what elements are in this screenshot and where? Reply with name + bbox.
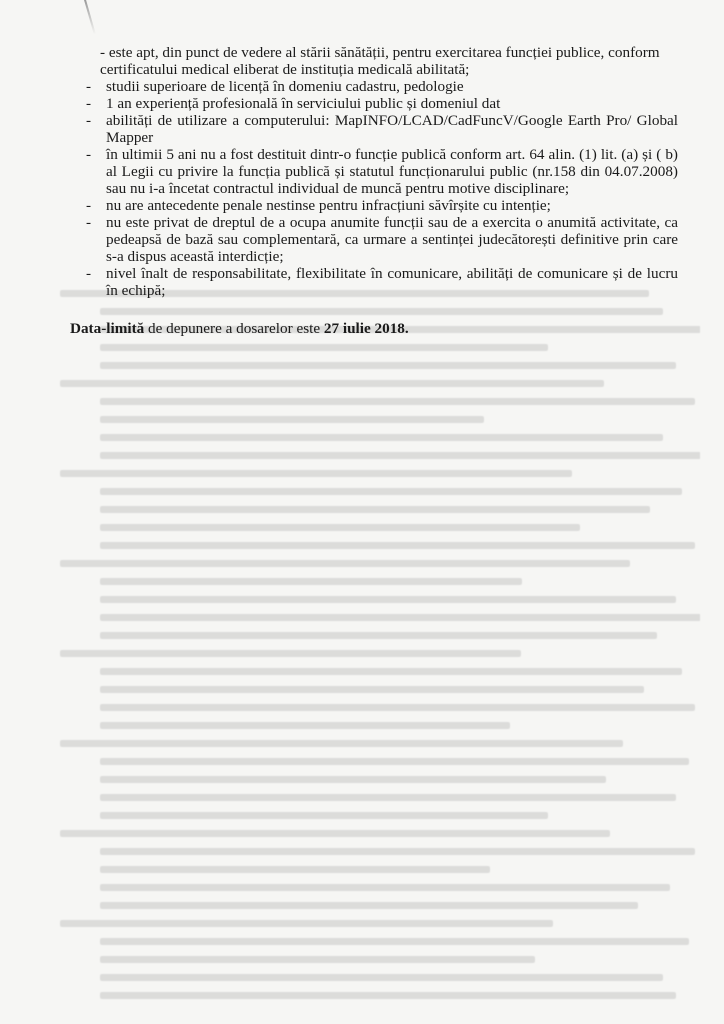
bleed-line	[100, 308, 663, 315]
bleed-line	[100, 956, 535, 963]
list-item: - abilități de utilizare a computerului: MapINFO/LCAD/CadFuncV/Google Earth Pro/ Global Mapper	[86, 112, 678, 146]
requirements-list	[88, 78, 678, 299]
bleed-line	[100, 632, 657, 639]
bleed-line	[100, 848, 695, 855]
deadline-text: de depunere a dosarelor este	[144, 320, 324, 337]
bleed-line	[60, 470, 572, 477]
list-item: - în ultimii 5 ani nu a fost destituit dintr-o funcție publică conform art. 64 alin. (1) lit. (a) și ( b) al Legii cu privire la funcția publică și statutul funcționarului public (nr.158 din 04.07.2008) sau nu i-a încetat contractul individual de muncă pentru motive disciplinare;	[86, 146, 678, 197]
bleed-line	[100, 884, 670, 891]
list-item: - 1 an experiență profesională în serviciului public și domeniul dat	[86, 95, 501, 112]
list-item: - nu este privat de dreptul de a ocupa anumite funcții sau de a exercita o anumită activitate, ca pedeapsă de bază sau complementară, ca urmare a sentinței judecătorești definitive prin care s-a dispus această interdicție;	[86, 214, 678, 265]
dash-bullet: -	[86, 112, 92, 129]
bleed-line	[100, 578, 522, 585]
bleed-line	[100, 866, 490, 873]
bleed-through-text	[60, 290, 700, 1010]
bleed-line	[100, 542, 695, 549]
bleed-line	[100, 524, 580, 531]
bleed-line	[100, 686, 644, 693]
requirement-health-line1: - este apt, din punct de vedere al stării sănătății, pentru exercitarea funcției publice, conform	[100, 44, 660, 61]
bleed-line	[100, 506, 650, 513]
bleed-line	[100, 488, 682, 495]
bleed-line	[100, 776, 606, 783]
dash-bullet: -	[86, 197, 92, 214]
bleed-line	[100, 434, 663, 441]
bleed-line	[60, 920, 553, 927]
deadline-statement	[70, 320, 409, 338]
bleed-line	[60, 560, 630, 567]
bleed-line	[100, 362, 676, 369]
bleed-line	[100, 902, 638, 909]
dash-bullet: -	[86, 95, 92, 112]
bleed-line	[60, 650, 521, 657]
fold-mark	[84, 0, 96, 35]
bleed-line	[100, 758, 689, 765]
bleed-line	[100, 344, 548, 351]
bleed-line	[100, 992, 676, 999]
bleed-line	[100, 416, 484, 423]
bleed-line	[60, 380, 604, 387]
requirements-section	[88, 44, 678, 299]
bleed-line	[60, 740, 623, 747]
deadline-label: Data-limită	[70, 320, 145, 337]
bleed-line	[100, 614, 700, 621]
requirement-health-line2: certificatului medical eliberat de instituția medicală abilitată;	[100, 61, 470, 78]
bleed-line	[100, 398, 695, 405]
bleed-line	[100, 452, 700, 459]
list-item: - studii superioare de licență în domeniu cadastru, pedologie	[86, 78, 464, 95]
bleed-line	[100, 812, 548, 819]
bleed-line	[100, 938, 689, 945]
dash-bullet: -	[86, 78, 92, 95]
bleed-line	[100, 794, 676, 801]
list-item: - nu are antecedente penale nestinse pentru infracțiuni săvîrșite cu intenție;	[86, 197, 551, 214]
bleed-line	[60, 830, 610, 837]
dash-bullet: -	[86, 265, 92, 282]
bleed-line	[100, 974, 663, 981]
bleed-line	[100, 596, 676, 603]
deadline-date: 27 iulie 2018.	[323, 320, 409, 337]
dash-bullet: -	[86, 214, 92, 231]
bleed-line	[100, 704, 695, 711]
dash-bullet: -	[86, 146, 92, 163]
bleed-line	[100, 722, 510, 729]
list-item: - nivel înalt de responsabilitate, flexibilitate în comunicare, abilități de comunicare și de lucru în echipă;	[86, 265, 678, 299]
bleed-line	[100, 668, 682, 675]
